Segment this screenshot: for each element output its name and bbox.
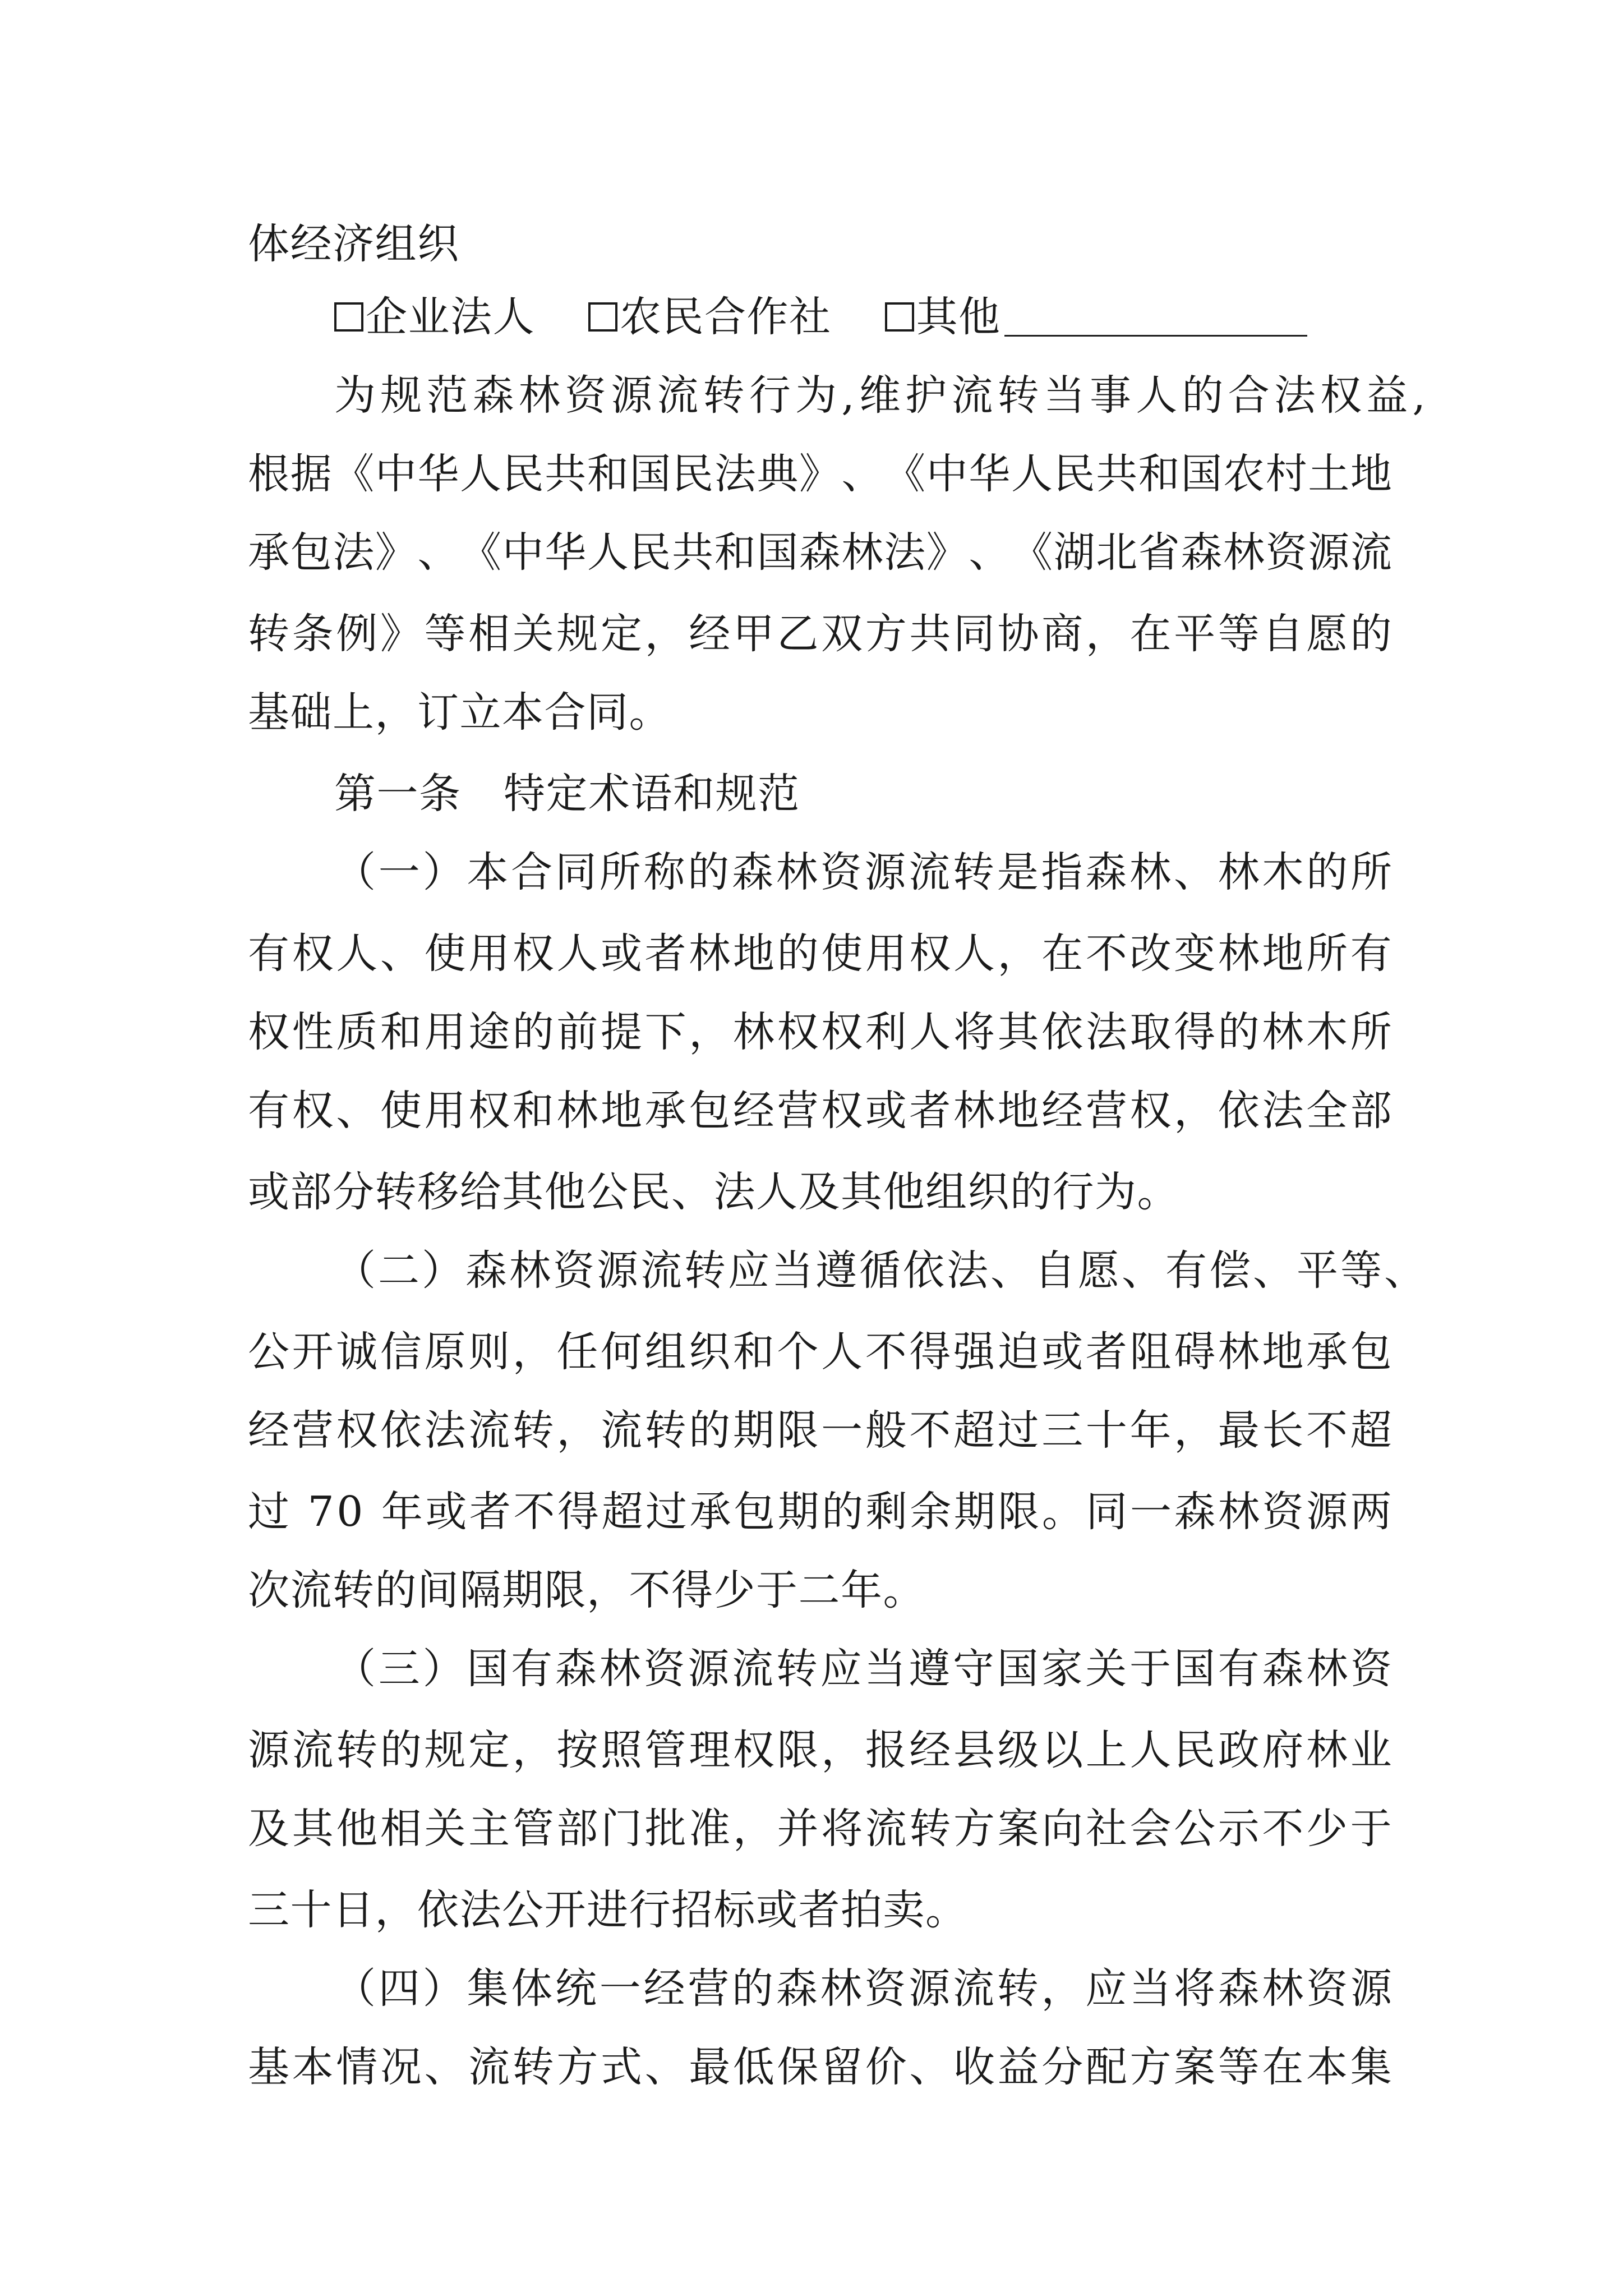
- clause-1-line-4: 有 权 、 使 用 权 和 林 地 承 包 经 营 权 或 者 林 地 经 营 权 ， 依 法 全 部: [248, 1087, 1392, 1135]
- preamble-line-3: 承 包 法 》 、 《 中 华 人 民 共 和 国 森 林 法 》 、 《 湖 北 省 森 林 资 源 流: [248, 528, 1392, 577]
- clause-4-line-2: 基 本 情 况 、 流 转 方 式 、 最 低 保 留 价 、 收 益 分 配 方 案 等 在 本 集: [248, 2043, 1392, 2091]
- clause-2-line-3: 经 营 权 依 法 流 转 ， 流 转 的 期 限 一 般 不 超 过 三 十 年 ， 最 长 不 超: [248, 1406, 1392, 1455]
- clause-4-line-1: （ 四 ） 集 体 统 一 经 营 的 森 林 资 源 流 转 ， 应 当 将 森 林 资 源: [334, 1964, 1392, 2013]
- preamble-line-4: 转 条 例 》 等 相 关 规 定 ， 经 甲 乙 双 方 共 同 协 商 ， 在 平 等 自 愿 的: [248, 610, 1392, 658]
- cooperative-checkbox[interactable]: [588, 302, 617, 332]
- enterprise-label: 企业法人: [366, 293, 535, 341]
- clause-2-line-5: 次流转的间隔期限，不得少于二年。: [248, 1566, 925, 1614]
- option-enterprise[interactable]: [334, 280, 535, 353]
- enterprise-checkbox[interactable]: [334, 302, 363, 332]
- clause-1-line-3: 权 性 质 和 用 途 的 前 提 下 ， 林 权 权 利 人 将 其 依 法 取 得 的 林 木 所: [248, 1008, 1392, 1056]
- clause-2-line-2: 公 开 诚 信 原 则 ， 任 何 组 织 和 个 人 不 得 强 迫 或 者 阻 碍 林 地 承 包: [248, 1328, 1392, 1376]
- preamble-line-5: 基础上，订立本合同。: [248, 688, 671, 737]
- clause-1-line-1: （ 一 ） 本 合 同 所 称 的 森 林 资 源 流 转 是 指 森 林 、 林 木 的 所: [334, 848, 1392, 896]
- other-label: 其他: [916, 293, 1001, 341]
- option-cooperative[interactable]: [588, 280, 832, 353]
- clause-3-line-4: 三十日，依法公开进行招标或者拍卖。: [248, 1886, 968, 1934]
- option-other[interactable]: [885, 280, 1307, 353]
- party-type-options: [334, 280, 1307, 353]
- clause-2-line-1: （ 二 ） 森 林 资 源 流 转 应 当 遵 循 依 法 、 自 愿 、 有 偿 、 平 等 、: [334, 1246, 1426, 1295]
- clause-1-line-2: 有 权 人 、 使 用 权 人 或 者 林 地 的 使 用 权 人 ， 在 不 改 变 林 地 所 有: [248, 930, 1392, 978]
- other-fill-blank[interactable]: [1004, 284, 1307, 337]
- clause-3-line-2: 源 流 转 的 规 定 ， 按 照 管 理 权 限 ， 报 经 县 级 以 上 人 民 政 府 林 业: [248, 1726, 1392, 1774]
- clause-1-line-5: 或部分转移给其他公民、法人及其他组织的行为。: [248, 1168, 1179, 1216]
- clause-2-line-4: 过 7 0 年 或 者 不 得 超 过 承 包 期 的 剩 余 期 限 。 同 一 森 林 资 源 两: [248, 1488, 1392, 1536]
- clause-3-line-1: （ 三 ） 国 有 森 林 资 源 流 转 应 当 遵 守 国 家 关 于 国 有 森 林 资: [334, 1645, 1392, 1693]
- continued-line: 体经济组织: [248, 220, 460, 268]
- clause-3-line-3: 及 其 他 相 关 主 管 部 门 批 准 ， 并 将 流 转 方 案 向 社 会 公 示 不 少 于: [248, 1805, 1392, 1853]
- cooperative-label: 农民合作社: [620, 293, 832, 341]
- preamble-line-2: 根 据 《 中 华 人 民 共 和 国 民 法 典 》 、 《 中 华 人 民 共 和 国 农 村 土 地: [248, 450, 1392, 498]
- preamble-line-1: 为 规 范 森 林 资 源 流 转 行 为 , 维 护 流 转 当 事 人 的 合 法 权 益 ,: [334, 371, 1426, 420]
- article-1-heading: 第一条 特定术语和规范: [334, 770, 800, 818]
- other-checkbox[interactable]: [885, 302, 914, 332]
